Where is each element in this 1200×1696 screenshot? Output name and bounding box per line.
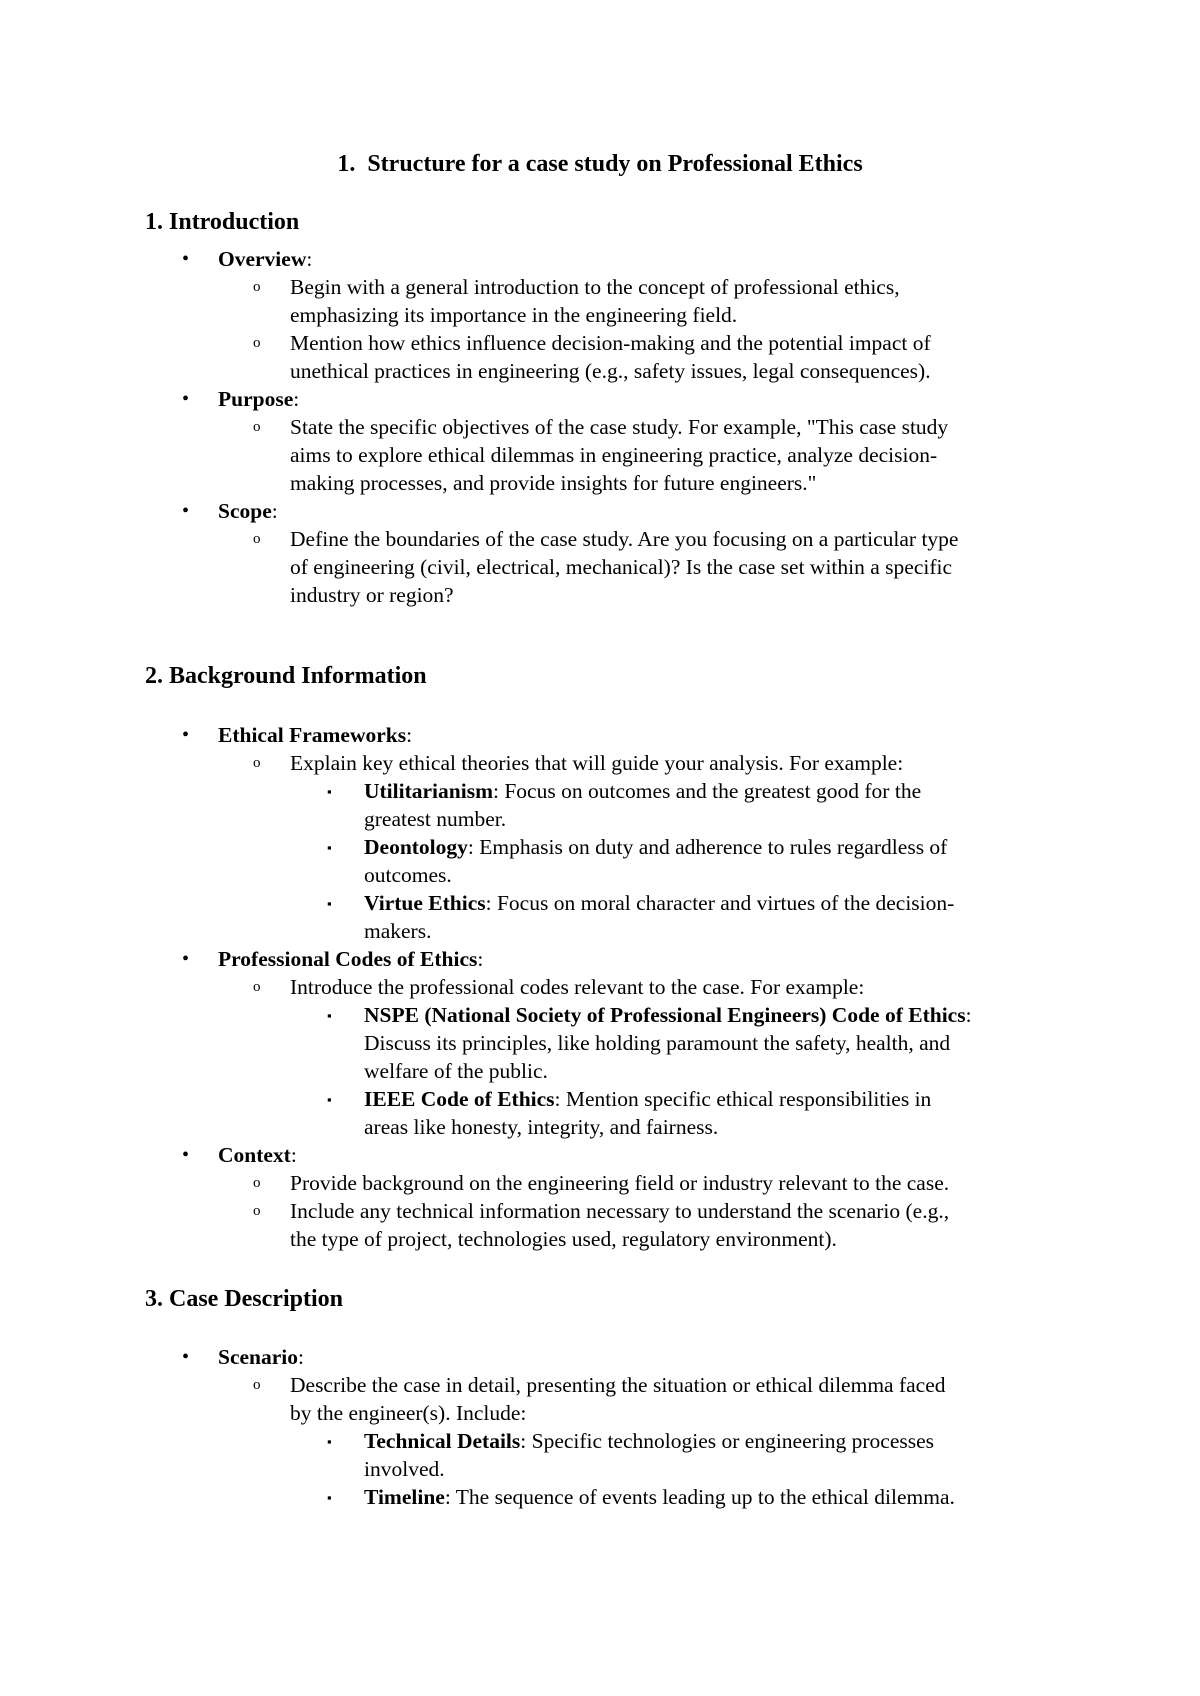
context-text-line: the type of project, technologies used, regulatory environment). xyxy=(290,1227,837,1251)
timeline-line: Timeline: The sequence of events leading up to the ethical dilemma. xyxy=(364,1485,955,1509)
document-title xyxy=(0,148,1200,180)
item-label: Context xyxy=(218,1143,291,1167)
frameworks-text-line: Explain key ethical theories that will guide your analysis. For example: xyxy=(290,751,904,775)
item-overview: Overview: xyxy=(218,247,313,271)
overview-text-line: Begin with a general introduction to the concept of professional ethics, xyxy=(290,275,900,299)
scenario-text-line: by the engineer(s). Include: xyxy=(290,1401,527,1425)
item-label: Professional Codes of Ethics xyxy=(218,947,478,971)
circle-marker: o xyxy=(253,1377,261,1393)
overview-text-line: emphasizing its importance in the engineering field. xyxy=(290,303,738,327)
item-context: Context: xyxy=(218,1143,297,1167)
bullet-marker: • xyxy=(182,388,190,410)
item-scenario: Scenario: xyxy=(218,1345,305,1369)
purpose-text-line: making processes, and provide insights for future engineers." xyxy=(290,471,817,495)
deontology-line: outcomes. xyxy=(364,863,452,887)
item-purpose: Purpose: xyxy=(218,387,300,411)
circle-marker: o xyxy=(253,979,261,995)
square-marker: ▪ xyxy=(327,1092,332,1107)
purpose-text-line: aims to explore ethical dilemmas in engineering practice, analyze decision- xyxy=(290,443,938,467)
context-text-line: Provide background on the engineering field or industry relevant to the case. xyxy=(290,1171,950,1195)
circle-marker: o xyxy=(253,531,261,547)
context-text-line: Include any technical information necessary to understand the scenario (e.g., xyxy=(290,1199,950,1223)
deontology-line: Deontology: Emphasis on duty and adherence to rules regardless of xyxy=(364,835,948,859)
square-marker: ▪ xyxy=(327,1008,332,1023)
title-text: Structure for a case study on Professional Ethics xyxy=(367,151,863,177)
item-scope: Scope: xyxy=(218,499,278,523)
item-ethical-frameworks: Ethical Frameworks: xyxy=(218,723,413,747)
square-marker: ▪ xyxy=(327,840,332,855)
square-marker: ▪ xyxy=(327,1490,332,1505)
circle-marker: o xyxy=(253,279,261,295)
item-label: Ethical Frameworks xyxy=(218,723,407,747)
circle-marker: o xyxy=(253,419,261,435)
bullet-marker: • xyxy=(182,724,190,746)
circle-marker: o xyxy=(253,335,261,351)
nspe-line: Discuss its principles, like holding paramount the safety, health, and xyxy=(364,1031,951,1055)
virtue-ethics-line: Virtue Ethics: Focus on moral character and virtues of the decision- xyxy=(364,891,955,915)
scope-text-line: of engineering (civil, electrical, mechanical)? Is the case set within a specific xyxy=(290,555,953,579)
purpose-text-line: State the specific objectives of the case study. For example, "This case study xyxy=(290,415,949,439)
circle-marker: o xyxy=(253,755,261,771)
section-heading-case-description: 3. Case Description xyxy=(145,1286,343,1312)
scope-text-line: Define the boundaries of the case study. Are you focusing on a particular type xyxy=(290,527,959,551)
square-marker: ▪ xyxy=(327,1434,332,1449)
bullet-marker: • xyxy=(182,248,190,270)
item-label: Scenario xyxy=(218,1345,299,1369)
codes-text-line: Introduce the professional codes relevant to the case. For example: xyxy=(290,975,865,999)
scope-text-line: industry or region? xyxy=(290,583,454,607)
item-label: Purpose xyxy=(218,387,294,411)
item-label: Overview xyxy=(218,247,307,271)
item-label: Scope xyxy=(218,499,272,523)
section-heading-introduction: 1. Introduction xyxy=(145,209,300,235)
scenario-text-line: Describe the case in detail, presenting the situation or ethical dilemma faced xyxy=(290,1373,946,1397)
section-heading-background: 2. Background Information xyxy=(145,663,427,689)
nspe-line: welfare of the public. xyxy=(364,1059,548,1083)
circle-marker: o xyxy=(253,1203,261,1219)
ieee-line: areas like honesty, integrity, and fairness. xyxy=(364,1115,719,1139)
circle-marker: o xyxy=(253,1175,261,1191)
overview-text-line: Mention how ethics influence decision-making and the potential impact of xyxy=(290,331,931,355)
utilitarianism-line: Utilitarianism: Focus on outcomes and the greatest good for the xyxy=(364,779,922,803)
technical-details-line: involved. xyxy=(364,1457,445,1481)
square-marker: ▪ xyxy=(327,896,332,911)
item-professional-codes: Professional Codes of Ethics: xyxy=(218,947,484,971)
virtue-ethics-line: makers. xyxy=(364,919,432,943)
square-marker: ▪ xyxy=(327,784,332,799)
overview-text-line: unethical practices in engineering (e.g., safety issues, legal consequences). xyxy=(290,359,931,383)
nspe-line: NSPE (National Society of Professional Engineers) Code of Ethics: xyxy=(364,1003,972,1027)
utilitarianism-line: greatest number. xyxy=(364,807,507,831)
bullet-marker: • xyxy=(182,1346,190,1368)
technical-details-line: Technical Details: Specific technologies or engineering processes xyxy=(364,1429,935,1453)
bullet-marker: • xyxy=(182,948,190,970)
title-number: 1. xyxy=(337,151,356,177)
bullet-marker: • xyxy=(182,1144,190,1166)
bullet-marker: • xyxy=(182,500,190,522)
ieee-line: IEEE Code of Ethics: Mention specific ethical responsibilities in xyxy=(364,1087,932,1111)
